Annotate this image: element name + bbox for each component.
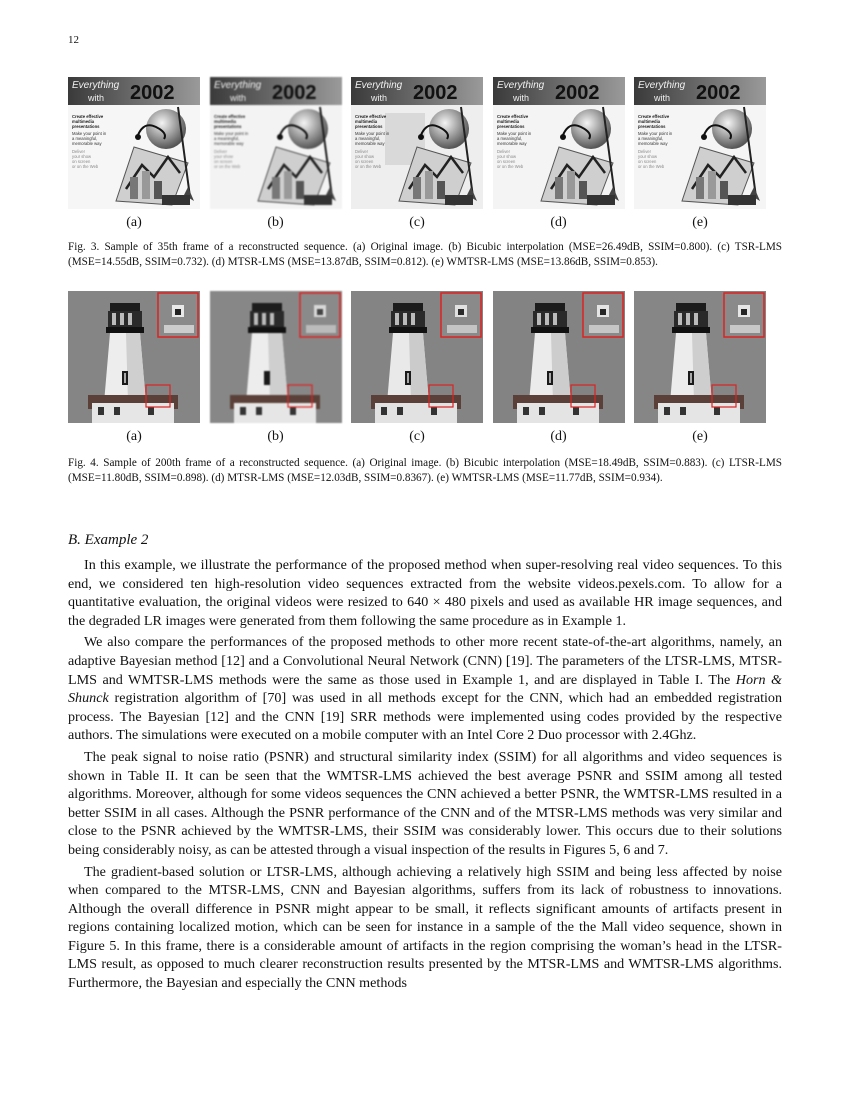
banner-right: 2002 bbox=[130, 82, 175, 104]
poster-line: your show bbox=[496, 154, 516, 159]
poster-line: Deliver bbox=[72, 149, 86, 154]
poster-line: a meaningful, bbox=[213, 136, 239, 141]
figure-3-panel-d bbox=[493, 77, 625, 231]
figure-4-caption: Fig. 4. Sample of 200th frame of a reconstructed sequence. (a) Original image. (b) Bicubic interpolation (MSE=18.49dB, SSIM=0.883). (c) LTSR-LMS (MSE=11.80dB, SSIM=0.898). (d) MTSR-LMS (MSE=12.03dB, SSIM=0.8367). (e) WMTSR-LMS (MSE=11.77dB, SSIM=0.934). bbox=[68, 457, 782, 484]
lighthouse-image bbox=[634, 291, 766, 423]
figure-4-panel-d bbox=[493, 291, 625, 445]
poster-line: Create effective bbox=[496, 114, 528, 119]
banner-left: Everything bbox=[638, 80, 686, 91]
banner-left: Everything bbox=[72, 80, 120, 91]
poster-line: on screen bbox=[638, 159, 657, 164]
banner-left: Everything bbox=[213, 80, 261, 91]
poster-line: on screen bbox=[72, 159, 91, 164]
figure-3-panel-e bbox=[634, 77, 766, 231]
banner-right: 2002 bbox=[696, 82, 741, 104]
poster-line: Make your point in bbox=[213, 131, 248, 136]
body-text bbox=[68, 556, 782, 996]
poster-line: memorable way bbox=[638, 141, 668, 146]
poster-line: your show bbox=[355, 154, 375, 159]
banner-left: Everything bbox=[496, 80, 544, 91]
poster-image bbox=[493, 77, 625, 209]
poster-line: presentations bbox=[213, 124, 241, 129]
subfigure-label: (c) bbox=[409, 215, 425, 230]
poster-line: a meaningful, bbox=[355, 136, 381, 141]
subfigure-label: (a) bbox=[126, 429, 142, 444]
subfigure-label: (d) bbox=[550, 429, 567, 444]
banner-right: 2002 bbox=[554, 82, 599, 104]
lighthouse-image bbox=[351, 291, 483, 423]
poster-line: Deliver bbox=[638, 149, 652, 154]
poster-line: Deliver bbox=[496, 149, 510, 154]
banner-right: 2002 bbox=[271, 82, 316, 104]
poster-line: presentations bbox=[496, 124, 524, 129]
banner-left: Everything bbox=[355, 80, 403, 91]
subfigure-label: (b) bbox=[267, 215, 284, 230]
subfigure-label: (a) bbox=[126, 215, 142, 230]
figure-4-panel-b bbox=[210, 291, 342, 445]
poster-line: on screen bbox=[213, 159, 232, 164]
poster-line: Create effective bbox=[72, 114, 104, 119]
poster-line: presentations bbox=[72, 124, 100, 129]
poster-line: your show bbox=[638, 154, 658, 159]
poster-line: Deliver bbox=[213, 149, 227, 154]
poster-line: your show bbox=[213, 154, 233, 159]
paragraph: We also compare the performances of the proposed methods to other more recent state-of-the-art algorithms, namely, an adaptive Bayesian method [12] and a Convolutional Neural Network (CNN) [19]. The parameters of the LTSR-LMS, MTSR-LMS and WMTSR-LMS methods were the same as those used in Example 1, and are displayed in Table I. The Horn & Shunck registration algorithm of [70] was used in all methods except for the CNN, which had an embedded registration process. The Bayesian [12] and the CNN [19] SRR methods were implemented using codes provided by the respective authors. The simulations were executed on a mobile computer with an Intel Core 2 Duo processor with 2.4Ghz. bbox=[68, 634, 782, 744]
poster-image bbox=[68, 77, 200, 209]
poster-line: or on the Web bbox=[355, 164, 382, 169]
poster-line: Make your point in bbox=[72, 131, 107, 136]
lighthouse-image bbox=[68, 291, 200, 423]
poster-line: Create effective bbox=[638, 114, 670, 119]
poster-line: memorable way bbox=[355, 141, 385, 146]
banner-sub: with bbox=[371, 93, 388, 103]
banner-sub: with bbox=[654, 93, 671, 103]
poster-line: on screen bbox=[496, 159, 515, 164]
subfigure-label: (d) bbox=[550, 215, 567, 230]
poster-line: or on the Web bbox=[496, 164, 523, 169]
lighthouse-image bbox=[493, 291, 625, 423]
figure-3-caption: Fig. 3. Sample of 35th frame of a reconstructed sequence. (a) Original image. (b) Bicubic interpolation (MSE=26.49dB, SSIM=0.800). (c) TSR-LMS (MSE=14.55dB, SSIM=0.732). (d) MTSR-LMS (MSE=13.87dB, SSIM=0.812). (e) WMTSR-LMS (MSE=13.86dB, SSIM=0.853). bbox=[68, 241, 782, 268]
figure-4-panel-c bbox=[351, 291, 483, 445]
poster-line: multimedia bbox=[638, 119, 661, 124]
poster-line: a meaningful, bbox=[638, 136, 664, 141]
subfigure-label: (b) bbox=[267, 429, 284, 444]
poster-line: or on the Web bbox=[72, 164, 99, 169]
poster-image bbox=[210, 77, 342, 209]
poster-line: or on the Web bbox=[213, 164, 240, 169]
emphasis: Horn & Shunck bbox=[68, 671, 782, 707]
poster-line: a meaningful, bbox=[496, 136, 522, 141]
poster-line: on screen bbox=[355, 159, 374, 164]
poster-line: Create effective bbox=[213, 114, 245, 119]
figure-4-panel-a bbox=[68, 291, 200, 445]
subfigure-label: (c) bbox=[409, 429, 425, 444]
poster-line: Make your point in bbox=[496, 131, 531, 136]
page-number: 12 bbox=[68, 34, 79, 46]
poster-line: memorable way bbox=[72, 141, 102, 146]
poster-line: multimedia bbox=[72, 119, 95, 124]
figure-3-panel-b bbox=[210, 77, 342, 231]
poster-line: or on the Web bbox=[638, 164, 665, 169]
banner-right: 2002 bbox=[413, 82, 458, 104]
banner-sub: with bbox=[88, 93, 105, 103]
poster-line: memorable way bbox=[213, 141, 244, 146]
poster-line: Make your point in bbox=[355, 131, 390, 136]
figure-3 bbox=[68, 77, 766, 231]
paragraph: The gradient-based solution or LTSR-LMS, although achieving a relatively high SSIM and being less affected by noise when compared to the MTSR-LMS, CNN and Bayesian algorithms, suffers from its lack of robustness to innovations. Although the overall difference in PSNR might appear to be small, it reflects significant amounts of artifacts present in regions containing localized motion, which can be seen for instance in a sample of the the Mall video sequence, shown in Figure 5. In this frame, there is a considerable amount of artifacts in the region comprising the woman’s head in the LTSR-LMS result, as opposed to much clearer reconstruction results presented by the MTSR-LMS and WMTSR-LMS algorithms. Furthermore, the Bayesian and especially the CNN methods bbox=[68, 863, 782, 992]
poster-line: Deliver bbox=[355, 149, 369, 154]
banner-sub: with bbox=[229, 93, 246, 103]
paragraph: In this example, we illustrate the performance of the proposed method when super-resolving real video sequences. To this end, we considered ten high-resolution video sequences extracted from the website videos.pexels.com. To allow for a quantitative evaluation, the original videos were resized to 640 × 480 pixels and used as available HR image sequences, and the degraded LR images were generated from them following the same procedure as in Example 1. bbox=[68, 557, 782, 629]
figure-4-panel-e bbox=[634, 291, 766, 445]
poster-line: multimedia bbox=[213, 119, 236, 124]
poster-line: Make your point in bbox=[638, 131, 673, 136]
poster-line: presentations bbox=[638, 124, 666, 129]
poster-line: Create effective bbox=[355, 114, 387, 119]
poster-line: your show bbox=[72, 154, 92, 159]
subfigure-label: (e) bbox=[692, 215, 708, 230]
section-heading: B. Example 2 bbox=[68, 532, 149, 548]
poster-line: memorable way bbox=[496, 141, 527, 146]
banner-sub: with bbox=[512, 93, 529, 103]
figure-3-panel-a bbox=[68, 77, 200, 231]
inline-math: 640 × 480 bbox=[407, 594, 466, 611]
paragraph: The peak signal to noise ratio (PSNR) and structural similarity index (SSIM) for all algorithms and video sequences is shown in Table II. It can be seen that the WMTSR-LMS achieved the best average PSNR and SSIM among all tested algorithms. Moreover, although for some videos sequences the CNN achieved a better PSNR, the WMTSR-LMS resulted in a better SSIM in all cases. Although the PSNR performance of the CNN and of the MTSR-LMS methods was very similar and close to the PSNR achieved by the WMTSR-LMS, their SSIM was considerably lower. This occurs due to their solutions being considerably noisy, as can be attested through a visual inspection of the results in Figures 5, 6 and 7. bbox=[68, 748, 782, 858]
figure-3-panel-c bbox=[351, 77, 483, 231]
poster-line: presentations bbox=[355, 124, 383, 129]
poster-image bbox=[351, 77, 483, 209]
poster-line: multimedia bbox=[496, 119, 519, 124]
figure-4 bbox=[68, 291, 766, 445]
lighthouse-image bbox=[210, 291, 342, 423]
subfigure-label: (e) bbox=[692, 429, 708, 444]
poster-line: multimedia bbox=[355, 119, 378, 124]
poster-line: a meaningful, bbox=[72, 136, 98, 141]
poster-image bbox=[634, 77, 766, 209]
